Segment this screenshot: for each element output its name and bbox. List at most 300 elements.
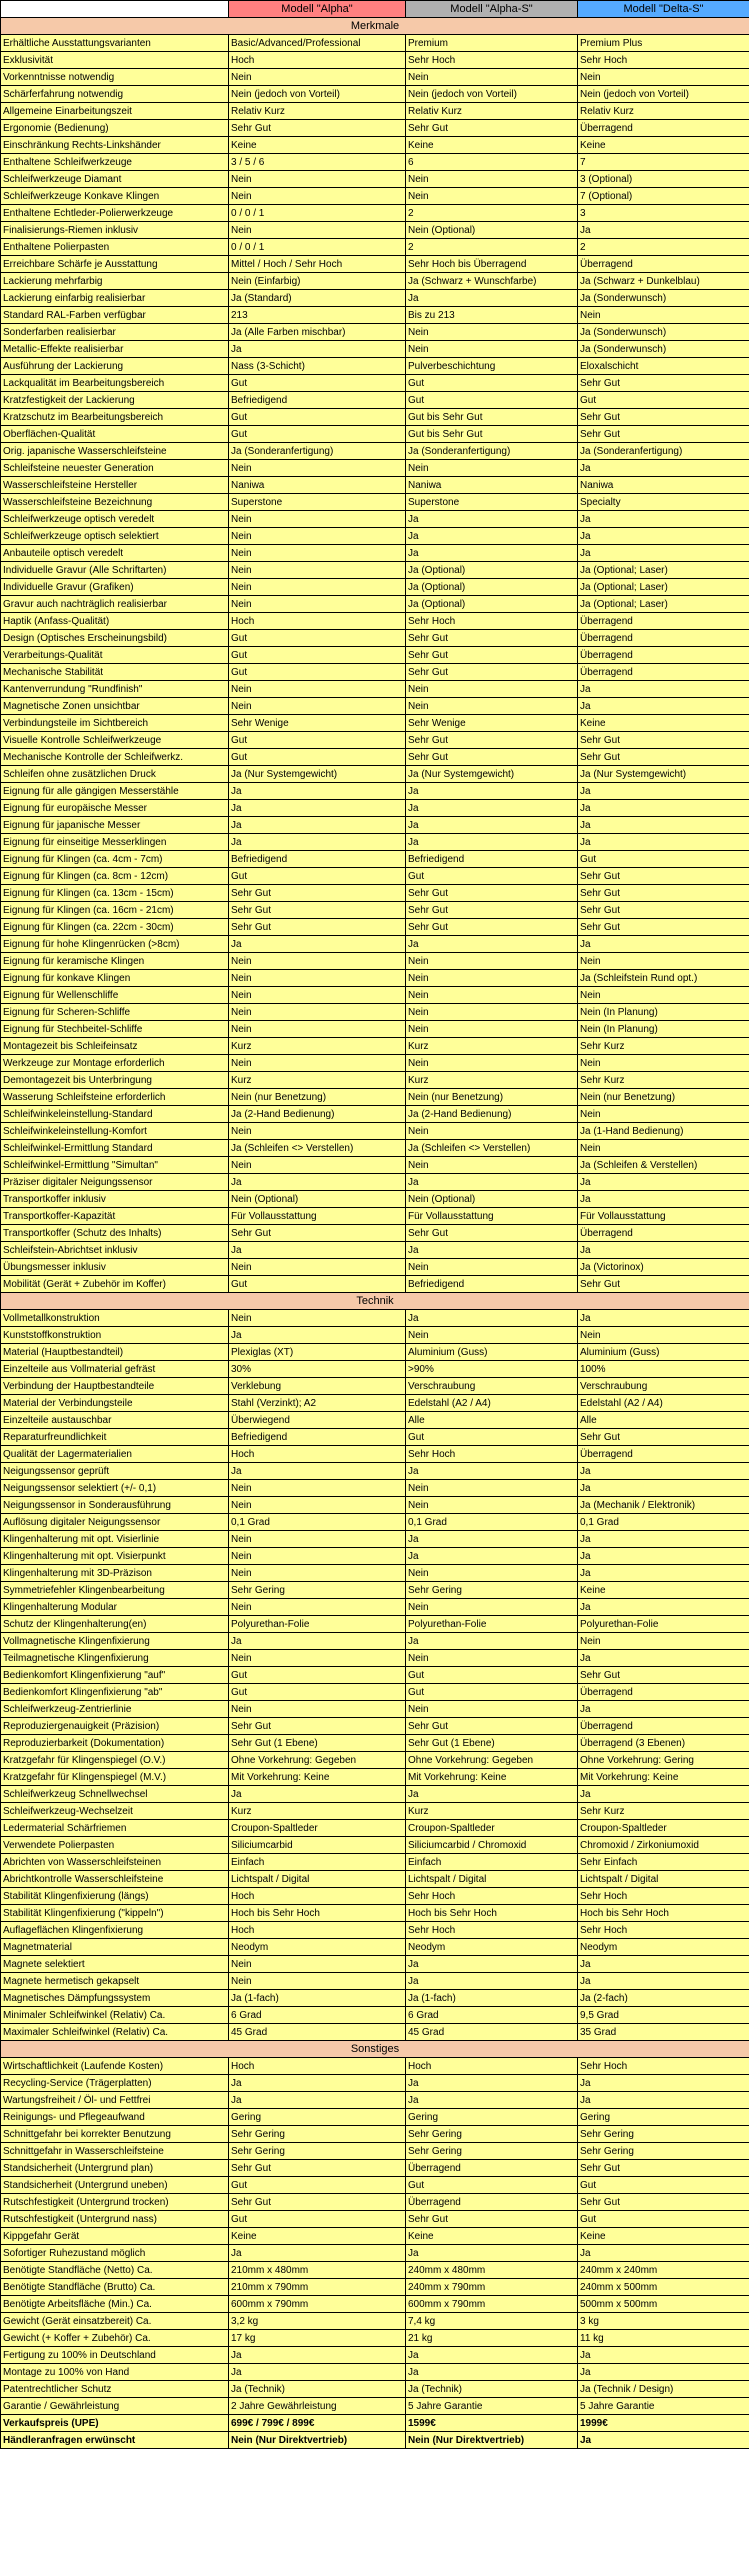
- value-delta-s: Croupon-Spaltleder: [578, 1820, 749, 1837]
- value-alpha-s: Gut bis Sehr Gut: [406, 426, 578, 443]
- table-row: [1, 1497, 749, 1514]
- section-title: Sonstiges: [1, 2041, 749, 2058]
- value-alpha: Nass (3-Schicht): [229, 358, 406, 375]
- value-alpha-s: 5 Jahre Garantie: [406, 2398, 578, 2415]
- table-row: [1, 681, 749, 698]
- row-label: Ledermaterial Schärfriemen: [1, 1820, 229, 1837]
- value-alpha-s: Sehr Gering: [406, 2126, 578, 2143]
- table-row: [1, 1956, 749, 1973]
- value-delta-s: Nein: [578, 1055, 749, 1072]
- value-alpha-s: Überragend: [406, 2194, 578, 2211]
- value-delta-s: Überragend: [578, 613, 749, 630]
- value-delta-s: Ja: [578, 2364, 749, 2381]
- row-label: Montagezeit bis Schleifeinsatz: [1, 1038, 229, 1055]
- row-label: Klingenhalterung mit opt. Visierpunkt: [1, 1548, 229, 1565]
- value-alpha-s: Premium: [406, 35, 578, 52]
- row-label: Kunststoffkonstruktion: [1, 1327, 229, 1344]
- value-alpha: Gut: [229, 2177, 406, 2194]
- row-label: Standsicherheit (Untergrund uneben): [1, 2177, 229, 2194]
- value-delta-s: Ja: [578, 1463, 749, 1480]
- value-delta-s: Sehr Gut: [578, 868, 749, 885]
- row-label: Fertigung zu 100% in Deutschland: [1, 2347, 229, 2364]
- value-alpha-s: Nein: [406, 1650, 578, 1667]
- value-alpha: Nein: [229, 1055, 406, 1072]
- value-delta-s: Ja: [578, 2245, 749, 2262]
- table-row: [1, 1038, 749, 1055]
- table-row: [1, 1395, 749, 1412]
- value-delta-s: Überragend: [578, 120, 749, 137]
- value-alpha-s: Kurz: [406, 1038, 578, 1055]
- row-label: Klingenhalterung mit 3D-Präzison: [1, 1565, 229, 1582]
- value-delta-s: Sehr Kurz: [578, 1803, 749, 1820]
- value-delta-s: Ja (Sonderwunsch): [578, 290, 749, 307]
- table-row: [1, 936, 749, 953]
- table-row: [1, 1599, 749, 1616]
- value-delta-s: Verschraubung: [578, 1378, 749, 1395]
- value-alpha: Für Vollausstattung: [229, 1208, 406, 1225]
- value-delta-s: Sehr Gut: [578, 902, 749, 919]
- value-delta-s: Ja: [578, 1565, 749, 1582]
- row-label: Verwendete Polierpasten: [1, 1837, 229, 1854]
- table-row: [1, 2109, 749, 2126]
- table-row: [1, 392, 749, 409]
- value-alpha-s: Ja (2-Hand Bedienung): [406, 1106, 578, 1123]
- value-alpha-s: Nein: [406, 341, 578, 358]
- value-alpha: Sehr Gut: [229, 902, 406, 919]
- row-label: Individuelle Gravur (Alle Schriftarten): [1, 562, 229, 579]
- value-alpha: Gut: [229, 732, 406, 749]
- value-alpha-s: Nein: [406, 188, 578, 205]
- value-delta-s: 240mm x 500mm: [578, 2279, 749, 2296]
- table-row: [1, 2432, 749, 2449]
- value-delta-s: Nein: [578, 307, 749, 324]
- table-row: [1, 2398, 749, 2415]
- value-delta-s: Gut: [578, 2177, 749, 2194]
- value-alpha-s: 1599€: [406, 2415, 578, 2432]
- value-delta-s: Ja: [578, 1531, 749, 1548]
- value-delta-s: Überragend: [578, 647, 749, 664]
- table-row: [1, 256, 749, 273]
- table-row: [1, 970, 749, 987]
- value-alpha: Sehr Gut: [229, 120, 406, 137]
- value-alpha-s: Ja: [406, 936, 578, 953]
- value-alpha: 2 Jahre Gewährleistung: [229, 2398, 406, 2415]
- value-delta-s: Überragend: [578, 1446, 749, 1463]
- table-row: [1, 1548, 749, 1565]
- value-delta-s: Sehr Gut: [578, 2194, 749, 2211]
- row-label: Schnittgefahr in Wasserschleifsteine: [1, 2143, 229, 2160]
- value-alpha: Sehr Gut: [229, 1718, 406, 1735]
- table-row: [1, 817, 749, 834]
- table-row: [1, 1820, 749, 1837]
- row-label: Standard RAL-Farben verfügbar: [1, 307, 229, 324]
- table-row: [1, 2415, 749, 2432]
- value-alpha: Ja: [229, 1633, 406, 1650]
- value-alpha-s: Croupon-Spaltleder: [406, 1820, 578, 1837]
- value-alpha-s: Ja: [406, 1242, 578, 1259]
- value-alpha: Siliciumcarbid: [229, 1837, 406, 1854]
- header-label-column: [1, 1, 229, 18]
- table-row: [1, 1072, 749, 1089]
- value-alpha-s: Ja (Schwarz + Wunschfarbe): [406, 273, 578, 290]
- value-alpha: Sehr Wenige: [229, 715, 406, 732]
- value-delta-s: Ja: [578, 1480, 749, 1497]
- value-alpha: Nein: [229, 1123, 406, 1140]
- table-row: [1, 1633, 749, 1650]
- value-alpha-s: Sehr Gut: [406, 902, 578, 919]
- row-label: Stabilität Klingenfixierung ("kippeln"): [1, 1905, 229, 1922]
- value-alpha: Mit Vorkehrung: Keine: [229, 1769, 406, 1786]
- value-alpha: Sehr Gut: [229, 885, 406, 902]
- table-row: [1, 1803, 749, 1820]
- row-label: Lackqualität im Bearbeitungsbereich: [1, 375, 229, 392]
- section-header-row: [1, 1293, 749, 1310]
- row-label: Ausführung der Lackierung: [1, 358, 229, 375]
- row-label: Schutz der Klingenhalterung(en): [1, 1616, 229, 1633]
- value-alpha: Gut: [229, 409, 406, 426]
- table-row: [1, 35, 749, 52]
- value-alpha: Nein (jedoch von Vorteil): [229, 86, 406, 103]
- value-alpha: Kurz: [229, 1072, 406, 1089]
- value-delta-s: 240mm x 240mm: [578, 2262, 749, 2279]
- row-label: Schleifen ohne zusätzlichen Druck: [1, 766, 229, 783]
- row-label: Erreichbare Schärfe je Ausstattung: [1, 256, 229, 273]
- row-label: Verbindungsteile im Sichtbereich: [1, 715, 229, 732]
- value-alpha-s: 2: [406, 205, 578, 222]
- row-label: Patentrechtlicher Schutz: [1, 2381, 229, 2398]
- value-alpha: Sehr Gering: [229, 2143, 406, 2160]
- value-alpha: 45 Grad: [229, 2024, 406, 2041]
- table-row: [1, 1514, 749, 1531]
- table-row: [1, 2245, 749, 2262]
- section-title: Technik: [1, 1293, 749, 1310]
- value-alpha: Ja (Schleifen <> Verstellen): [229, 1140, 406, 1157]
- value-delta-s: Ja (1-Hand Bedienung): [578, 1123, 749, 1140]
- table-row: [1, 902, 749, 919]
- row-label: Eignung für einseitige Messerklingen: [1, 834, 229, 851]
- value-alpha: 210mm x 790mm: [229, 2279, 406, 2296]
- table-row: [1, 2211, 749, 2228]
- row-label: Eignung für Klingen (ca. 13cm - 15cm): [1, 885, 229, 902]
- value-delta-s: Überragend: [578, 630, 749, 647]
- value-alpha-s: Nein: [406, 171, 578, 188]
- value-delta-s: Überragend: [578, 256, 749, 273]
- value-delta-s: Überragend: [578, 1718, 749, 1735]
- value-delta-s: Ja: [578, 1191, 749, 1208]
- table-row: [1, 2262, 749, 2279]
- value-alpha: Befriedigend: [229, 1429, 406, 1446]
- value-alpha: Gut: [229, 2211, 406, 2228]
- table-row: [1, 1684, 749, 1701]
- table-row: [1, 511, 749, 528]
- section-header-row: [1, 18, 749, 35]
- row-label: Transportkoffer-Kapazität: [1, 1208, 229, 1225]
- table-row: [1, 1837, 749, 1854]
- value-alpha: Nein: [229, 1157, 406, 1174]
- value-alpha-s: Überragend: [406, 2160, 578, 2177]
- value-alpha-s: >90%: [406, 1361, 578, 1378]
- value-delta-s: Nein (In Planung): [578, 1021, 749, 1038]
- value-delta-s: Ja: [578, 1599, 749, 1616]
- table-row: [1, 154, 749, 171]
- value-delta-s: Ja (Schleifen & Verstellen): [578, 1157, 749, 1174]
- row-label: Schleifsteine neuester Generation: [1, 460, 229, 477]
- value-delta-s: Neodym: [578, 1939, 749, 1956]
- value-alpha-s: Nein: [406, 1055, 578, 1072]
- value-delta-s: Polyurethan-Folie: [578, 1616, 749, 1633]
- value-alpha: Ja: [229, 800, 406, 817]
- value-delta-s: Alle: [578, 1412, 749, 1429]
- table-row: [1, 460, 749, 477]
- value-alpha: Kurz: [229, 1803, 406, 1820]
- table-row: [1, 324, 749, 341]
- value-alpha-s: Bis zu 213: [406, 307, 578, 324]
- table-row: [1, 1327, 749, 1344]
- value-alpha-s: Sehr Hoch: [406, 1446, 578, 1463]
- value-delta-s: Premium Plus: [578, 35, 749, 52]
- value-delta-s: 100%: [578, 1361, 749, 1378]
- value-delta-s: Hoch bis Sehr Hoch: [578, 1905, 749, 1922]
- row-label: Gewicht (Gerät einsatzbereit) Ca.: [1, 2313, 229, 2330]
- row-label: Eignung für keramische Klingen: [1, 953, 229, 970]
- table-row: [1, 1990, 749, 2007]
- value-alpha: Ja: [229, 783, 406, 800]
- value-alpha-s: Sehr Gering: [406, 1582, 578, 1599]
- value-delta-s: Ja: [578, 1650, 749, 1667]
- table-row: [1, 171, 749, 188]
- value-alpha-s: Nein: [406, 1327, 578, 1344]
- table-row: [1, 494, 749, 511]
- value-alpha-s: Gut: [406, 392, 578, 409]
- value-alpha-s: Ja (Nur Systemgewicht): [406, 766, 578, 783]
- value-delta-s: Überragend (3 Ebenen): [578, 1735, 749, 1752]
- table-row: [1, 1922, 749, 1939]
- row-label: Verkaufspreis (UPE): [1, 2415, 229, 2432]
- row-label: Stabilität Klingenfixierung (längs): [1, 1888, 229, 1905]
- row-label: Auflösung digitaler Neigungssensor: [1, 1514, 229, 1531]
- value-alpha: Sehr Gut: [229, 2194, 406, 2211]
- value-delta-s: Ja (Optional; Laser): [578, 596, 749, 613]
- value-alpha: Hoch: [229, 1446, 406, 1463]
- table-row: [1, 52, 749, 69]
- table-row: [1, 1735, 749, 1752]
- value-alpha-s: Ja: [406, 834, 578, 851]
- row-label: Bedienkomfort Klingenfixierung "auf": [1, 1667, 229, 1684]
- row-label: Reparaturfreundlichkeit: [1, 1429, 229, 1446]
- table-row: [1, 1888, 749, 1905]
- value-alpha-s: Sehr Hoch: [406, 52, 578, 69]
- row-label: Transportkoffer (Schutz des Inhalts): [1, 1225, 229, 1242]
- row-label: Design (Optisches Erscheinungsbild): [1, 630, 229, 647]
- table-row: [1, 647, 749, 664]
- value-alpha: Hoch: [229, 613, 406, 630]
- value-delta-s: Ja: [578, 800, 749, 817]
- table-row: [1, 2177, 749, 2194]
- row-label: Bedienkomfort Klingenfixierung "ab": [1, 1684, 229, 1701]
- row-label: Metallic-Effekte realisierbar: [1, 341, 229, 358]
- value-delta-s: Für Vollausstattung: [578, 1208, 749, 1225]
- table-row: [1, 1140, 749, 1157]
- table-row: [1, 273, 749, 290]
- row-label: Wasserschleifsteine Hersteller: [1, 477, 229, 494]
- table-row: [1, 205, 749, 222]
- table-row: [1, 868, 749, 885]
- value-alpha: Gut: [229, 1684, 406, 1701]
- value-delta-s: Nein (nur Benetzung): [578, 1089, 749, 1106]
- value-alpha-s: Nein: [406, 460, 578, 477]
- row-label: Schärferfahrung notwendig: [1, 86, 229, 103]
- row-label: Schleifwerkzeug-Wechselzeit: [1, 1803, 229, 1820]
- value-alpha: 0 / 0 / 1: [229, 205, 406, 222]
- value-alpha-s: Nein: [406, 1004, 578, 1021]
- value-alpha-s: Siliciumcarbid / Chromoxid: [406, 1837, 578, 1854]
- value-alpha-s: 21 kg: [406, 2330, 578, 2347]
- table-row: [1, 1939, 749, 1956]
- value-alpha-s: Sehr Gut: [406, 630, 578, 647]
- value-delta-s: Ja: [578, 222, 749, 239]
- value-alpha: Ja: [229, 2245, 406, 2262]
- row-label: Lackierung mehrfarbig: [1, 273, 229, 290]
- row-label: Schleifwerkzeug Schnellwechsel: [1, 1786, 229, 1803]
- value-alpha: Gut: [229, 749, 406, 766]
- value-alpha-s: Ja (1-fach): [406, 1990, 578, 2007]
- table-row: [1, 1786, 749, 1803]
- value-delta-s: Überragend: [578, 1225, 749, 1242]
- table-row: [1, 477, 749, 494]
- row-label: Transportkoffer inklusiv: [1, 1191, 229, 1208]
- value-alpha: Croupon-Spaltleder: [229, 1820, 406, 1837]
- value-alpha: Nein: [229, 511, 406, 528]
- value-alpha-s: Nein: [406, 69, 578, 86]
- value-alpha-s: Nein: [406, 1497, 578, 1514]
- row-label: Orig. japanische Wasserschleifsteine: [1, 443, 229, 460]
- value-delta-s: Gut: [578, 851, 749, 868]
- value-alpha: Hoch: [229, 52, 406, 69]
- table-row: [1, 1531, 749, 1548]
- table-row: [1, 1276, 749, 1293]
- row-label: Eignung für Wellenschliffe: [1, 987, 229, 1004]
- row-label: Magnetmaterial: [1, 1939, 229, 1956]
- value-alpha-s: 7,4 kg: [406, 2313, 578, 2330]
- table-row: [1, 1565, 749, 1582]
- row-label: Standsicherheit (Untergrund plan): [1, 2160, 229, 2177]
- value-delta-s: Ja: [578, 1174, 749, 1191]
- table-row: [1, 1378, 749, 1395]
- value-delta-s: Ja (2-fach): [578, 1990, 749, 2007]
- value-delta-s: Ja (Sonderwunsch): [578, 324, 749, 341]
- table-row: [1, 443, 749, 460]
- value-alpha-s: Sehr Gut (1 Ebene): [406, 1735, 578, 1752]
- value-alpha-s: Sehr Gut: [406, 732, 578, 749]
- row-label: Mobilität (Gerät + Zubehör im Koffer): [1, 1276, 229, 1293]
- value-alpha-s: Sehr Hoch: [406, 1922, 578, 1939]
- table-row: [1, 528, 749, 545]
- table-row: [1, 2143, 749, 2160]
- table-row: [1, 562, 749, 579]
- table-row: [1, 732, 749, 749]
- table-row: [1, 1174, 749, 1191]
- value-alpha: Befriedigend: [229, 392, 406, 409]
- table-row: [1, 86, 749, 103]
- value-alpha: 213: [229, 307, 406, 324]
- row-label: Lackierung einfarbig realisierbar: [1, 290, 229, 307]
- value-alpha: Gut: [229, 868, 406, 885]
- value-alpha: Nein: [229, 528, 406, 545]
- row-label: Individuelle Gravur (Grafiken): [1, 579, 229, 596]
- table-row: [1, 715, 749, 732]
- value-delta-s: Ja: [578, 1973, 749, 1990]
- row-label: Reproduziergenauigkeit (Präzision): [1, 1718, 229, 1735]
- value-alpha-s: 6: [406, 154, 578, 171]
- row-label: Klingenhalterung Modular: [1, 1599, 229, 1616]
- value-alpha: Ja: [229, 1174, 406, 1191]
- row-label: Neigungssensor selektiert (+/- 0,1): [1, 1480, 229, 1497]
- value-alpha-s: Ja: [406, 290, 578, 307]
- value-alpha: Gut: [229, 647, 406, 664]
- value-delta-s: Nein: [578, 69, 749, 86]
- value-alpha-s: Nein: [406, 324, 578, 341]
- table-row: [1, 341, 749, 358]
- value-alpha-s: Ja (Optional): [406, 562, 578, 579]
- table-row: [1, 851, 749, 868]
- value-delta-s: Sehr Gut: [578, 919, 749, 936]
- value-alpha: Nein: [229, 1973, 406, 1990]
- value-delta-s: Ja (Optional; Laser): [578, 579, 749, 596]
- table-row: [1, 409, 749, 426]
- value-delta-s: Ja: [578, 1242, 749, 1259]
- value-alpha-s: Sehr Gut: [406, 885, 578, 902]
- row-label: Kratzgefahr für Klingenspiegel (M.V.): [1, 1769, 229, 1786]
- value-alpha: Nein: [229, 596, 406, 613]
- table-row: [1, 2058, 749, 2075]
- table-row: [1, 749, 749, 766]
- value-alpha: Sehr Gut: [229, 1225, 406, 1242]
- header-row: [1, 1, 749, 18]
- value-alpha: Nein: [229, 1531, 406, 1548]
- value-alpha-s: Ja: [406, 2364, 578, 2381]
- value-alpha-s: Edelstahl (A2 / A4): [406, 1395, 578, 1412]
- value-alpha: Keine: [229, 2228, 406, 2245]
- value-alpha-s: Nein: [406, 970, 578, 987]
- value-delta-s: Keine: [578, 1582, 749, 1599]
- row-label: Auflageflächen Klingenfixierung: [1, 1922, 229, 1939]
- value-alpha-s: 45 Grad: [406, 2024, 578, 2041]
- table-row: [1, 1310, 749, 1327]
- value-delta-s: Ja: [578, 681, 749, 698]
- row-label: Neigungssensor geprüft: [1, 1463, 229, 1480]
- value-delta-s: 7: [578, 154, 749, 171]
- table-row: [1, 1208, 749, 1225]
- value-alpha: Hoch bis Sehr Hoch: [229, 1905, 406, 1922]
- value-delta-s: Ja: [578, 2092, 749, 2109]
- value-delta-s: Ja: [578, 1701, 749, 1718]
- table-row: [1, 1004, 749, 1021]
- value-alpha-s: 0,1 Grad: [406, 1514, 578, 1531]
- value-alpha-s: Sehr Gut: [406, 120, 578, 137]
- row-label: Ergonomie (Bedienung): [1, 120, 229, 137]
- value-alpha: Sehr Gut: [229, 2160, 406, 2177]
- row-label: Reproduzierbarkeit (Dokumentation): [1, 1735, 229, 1752]
- table-row: [1, 1191, 749, 1208]
- value-alpha: Sehr Gering: [229, 1582, 406, 1599]
- table-row: [1, 1361, 749, 1378]
- value-delta-s: Eloxalschicht: [578, 358, 749, 375]
- table-row: [1, 1446, 749, 1463]
- value-delta-s: Ja (Schleifstein Rund opt.): [578, 970, 749, 987]
- value-delta-s: Sehr Gut: [578, 375, 749, 392]
- value-alpha: Relativ Kurz: [229, 103, 406, 120]
- row-label: Verarbeitungs-Qualität: [1, 647, 229, 664]
